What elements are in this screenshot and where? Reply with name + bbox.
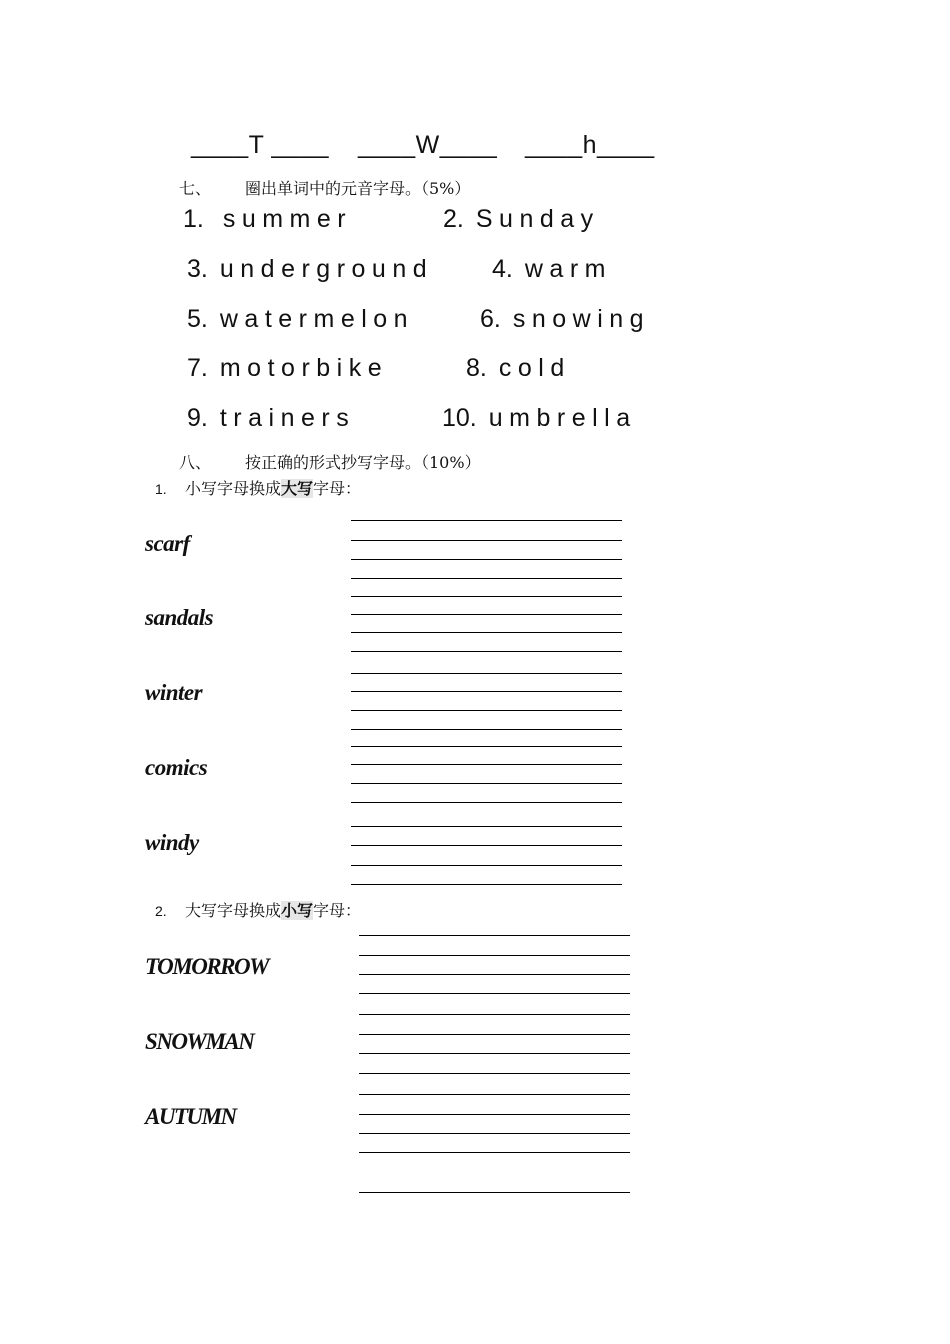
writing-line[interactable] (351, 729, 622, 730)
writing-line[interactable] (351, 764, 622, 765)
vowel-word-1[interactable]: 1. summer (183, 205, 353, 233)
vowel-word-10[interactable]: 10. umbrella (442, 404, 637, 432)
vowel-word-9[interactable]: 9. trainers (187, 404, 356, 432)
writing-line[interactable] (351, 884, 622, 885)
vowel-word-7[interactable]: 7. motorbike (187, 354, 389, 382)
writing-line[interactable] (351, 540, 622, 541)
section-7-heading (179, 176, 470, 199)
writing-line[interactable] (351, 691, 622, 692)
writing-line[interactable] (351, 651, 622, 652)
writing-line[interactable] (359, 935, 630, 936)
writing-line[interactable] (359, 1114, 630, 1115)
vowel-word-2[interactable]: 2. Sunday (443, 205, 600, 233)
section-8-title: 按正确的形式抄写字母。（10%） (245, 453, 481, 472)
writing-line[interactable] (351, 826, 622, 827)
writing-line[interactable] (351, 802, 622, 803)
writing-line[interactable] (351, 596, 622, 597)
writing-line[interactable] (351, 710, 622, 711)
writing-line[interactable] (359, 974, 630, 975)
writing-line[interactable] (351, 746, 622, 747)
part-2-instruction: 2. 大写字母换成小写字母： (155, 901, 362, 920)
vowel-word-3[interactable]: 3. underground (187, 255, 434, 283)
writing-line[interactable] (359, 1094, 630, 1095)
fill-blank-2: ____W____ (358, 131, 498, 159)
copy-word-tomorrow: TOMORROW (145, 954, 269, 979)
vowel-word-5[interactable]: 5. watermelon (187, 305, 415, 333)
fill-blank-1: ____T ____ (191, 131, 329, 159)
part-1-instruction: 1. 小写字母换成大写字母： (155, 479, 362, 498)
section-7-number: 七、 (179, 179, 212, 198)
writing-line[interactable] (359, 1034, 630, 1035)
writing-line[interactable] (359, 1192, 630, 1193)
copy-word-snowman: SNOWMAN (145, 1029, 254, 1054)
copy-word-winter: winter (145, 680, 203, 705)
writing-line[interactable] (351, 845, 622, 846)
writing-line[interactable] (359, 1053, 630, 1054)
section-7-title: 圈出单词中的元音字母。（5%） (245, 179, 471, 198)
vowel-word-6[interactable]: 6. snowing (480, 305, 651, 333)
writing-line[interactable] (359, 1014, 630, 1015)
writing-line[interactable] (359, 1152, 630, 1153)
section-8-number: 八、 (179, 453, 212, 472)
writing-line[interactable] (351, 578, 622, 579)
copy-word-sandals: sandals (145, 605, 214, 630)
writing-line[interactable] (359, 955, 630, 956)
copy-word-comics: comics (145, 755, 208, 780)
writing-line[interactable] (351, 673, 622, 674)
writing-line[interactable] (351, 865, 622, 866)
copy-word-autumn: AUTUMN (145, 1104, 236, 1129)
copy-word-windy: windy (145, 830, 199, 855)
writing-line[interactable] (351, 632, 622, 633)
copy-word-scarf: scarf (145, 531, 190, 556)
writing-line[interactable] (351, 559, 622, 560)
writing-line[interactable] (351, 520, 622, 521)
writing-line[interactable] (359, 993, 630, 994)
writing-line[interactable] (359, 1073, 630, 1074)
vowel-word-4[interactable]: 4. warm (492, 255, 612, 283)
vowel-word-8[interactable]: 8. cold (466, 354, 571, 382)
writing-line[interactable] (359, 1133, 630, 1134)
writing-line[interactable] (351, 614, 622, 615)
writing-line[interactable] (351, 783, 622, 784)
fill-blank-3: ____h____ (525, 131, 655, 159)
section-8-heading (179, 450, 481, 473)
